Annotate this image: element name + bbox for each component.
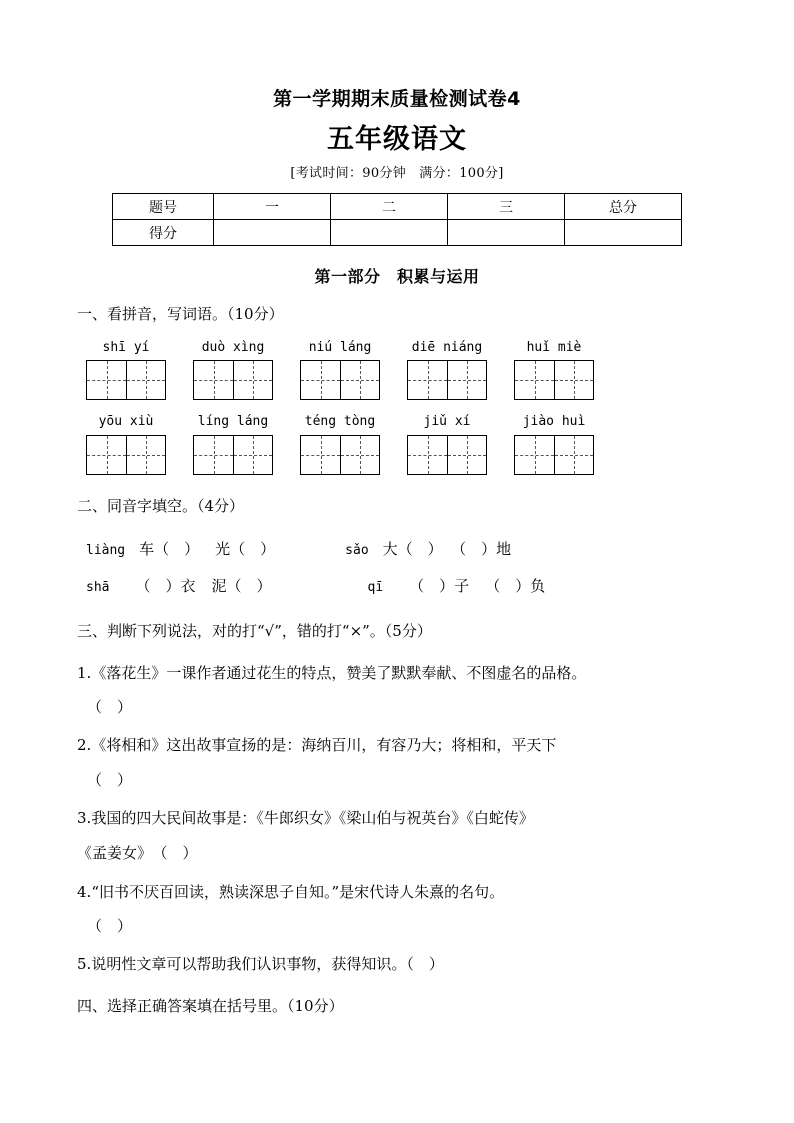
score-table-col-total: 总分 bbox=[565, 194, 682, 220]
tianzige-grid[interactable] bbox=[86, 360, 166, 400]
score-table-row-label: 题号 bbox=[113, 194, 214, 220]
tianzige-cell[interactable] bbox=[126, 361, 165, 399]
tianzige-grid[interactable] bbox=[86, 435, 166, 475]
homophone-blank[interactable]: 大（ ） bbox=[382, 540, 443, 559]
list-item-continuation bbox=[77, 830, 737, 865]
pinyin-label: diē niáng bbox=[411, 339, 483, 355]
homophone-group-left bbox=[86, 539, 275, 560]
judgement-number: 2. bbox=[77, 736, 92, 755]
tianzige-cell[interactable] bbox=[554, 361, 593, 399]
score-cell-3[interactable] bbox=[448, 220, 565, 246]
tianzige-grid[interactable] bbox=[514, 435, 594, 475]
pinyin-label: shī yí bbox=[102, 339, 150, 355]
pinyin-label: téng tòng bbox=[304, 414, 376, 430]
homophone-blank[interactable]: （ ）子 bbox=[409, 577, 470, 596]
score-cell-1[interactable] bbox=[214, 220, 331, 246]
judgement-text-line2: 《孟姜女》 bbox=[77, 843, 153, 862]
tianzige-cell[interactable] bbox=[554, 436, 593, 474]
tianzige-cell[interactable] bbox=[447, 361, 486, 399]
homophone-group-right bbox=[275, 539, 511, 560]
homophone-items bbox=[125, 539, 275, 560]
pinyin-label: duò xìng bbox=[201, 339, 265, 355]
tianzige-cell[interactable] bbox=[126, 436, 165, 474]
homophone-items bbox=[383, 576, 545, 597]
score-table-col-2: 二 bbox=[331, 194, 448, 220]
tianzige-grid[interactable] bbox=[193, 360, 273, 400]
judgement-number: 3. bbox=[77, 808, 92, 827]
judgement-text: “旧书不厌百回读，熟读深思子自知。”是宋代诗人朱熹的名句。 bbox=[91, 883, 505, 902]
tianzige-grid[interactable] bbox=[407, 360, 487, 400]
judgement-text: 我国的四大民间故事是：《牛郎织女》《梁山伯与祝英台》《白蛇传》 bbox=[91, 808, 534, 827]
pinyin-syllable: shā bbox=[86, 580, 110, 596]
judgement-answer-blank[interactable]: （ ） bbox=[160, 843, 198, 862]
judgement-text: 《将相和》这出故事宣扬的是：海纳百川，有容乃大；将相和，平天下 bbox=[91, 736, 557, 755]
tianzige-cell[interactable] bbox=[408, 436, 447, 474]
tianzige-row-1 bbox=[77, 355, 717, 400]
tianzige-cell[interactable] bbox=[233, 436, 272, 474]
list-item bbox=[77, 646, 737, 685]
homophone-blank[interactable]: （ ）衣 bbox=[135, 577, 196, 596]
homophone-blank[interactable]: （ ）负 bbox=[485, 577, 546, 596]
score-table bbox=[112, 193, 682, 246]
judgement-text[interactable]: 说明性文章可以帮助我们认识事物，获得知识。（ ） bbox=[91, 955, 444, 974]
homophone-blank[interactable]: （ ）地 bbox=[458, 540, 512, 559]
judgement-number: 4. bbox=[77, 883, 92, 902]
pinyin-row-2 bbox=[77, 400, 717, 430]
pinyin-syllable: qī bbox=[367, 580, 384, 596]
judgement-number: 5. bbox=[77, 955, 92, 974]
list-item bbox=[77, 718, 737, 757]
pinyin-row-1 bbox=[77, 340, 717, 356]
pinyin-label: huǐ miè bbox=[526, 339, 582, 355]
list-item bbox=[77, 791, 737, 830]
pinyin-label: jiǔ xí bbox=[423, 414, 471, 430]
pinyin-label: yōu xiù bbox=[98, 414, 154, 430]
tianzige-grid[interactable] bbox=[407, 435, 487, 475]
section-two-heading: 二、同音字填空。（4分） bbox=[77, 496, 245, 515]
homophone-blank[interactable]: 泥（ ） bbox=[211, 577, 272, 596]
tianzige-cell[interactable] bbox=[301, 436, 340, 474]
subject-title: 五年级语文 bbox=[327, 123, 467, 155]
homophone-blank[interactable]: 光（ ） bbox=[215, 540, 276, 559]
tianzige-cell[interactable] bbox=[515, 361, 554, 399]
tianzige-grid[interactable] bbox=[514, 360, 594, 400]
judgement-block bbox=[77, 642, 717, 977]
judgement-answer-blank[interactable]: （ ） bbox=[87, 917, 133, 936]
tianzige-grid[interactable] bbox=[300, 435, 380, 475]
section-four-heading: 四、选择正确答案填在括号里。（10分） bbox=[77, 996, 344, 1015]
score-cell-total[interactable] bbox=[565, 220, 682, 246]
tianzige-cell[interactable] bbox=[340, 361, 379, 399]
tianzige-cell[interactable] bbox=[233, 361, 272, 399]
homophone-row-2 bbox=[77, 560, 717, 597]
judgement-answer-blank[interactable]: （ ） bbox=[87, 770, 133, 789]
homophone-group-right bbox=[272, 576, 546, 597]
homophone-fill-block bbox=[77, 517, 717, 597]
score-table-container bbox=[77, 183, 717, 246]
list-item bbox=[77, 865, 737, 904]
tianzige-row-2 bbox=[77, 430, 717, 475]
tianzige-cell[interactable] bbox=[87, 436, 126, 474]
tianzige-cell[interactable] bbox=[87, 361, 126, 399]
pinyin-syllable: sǎo bbox=[345, 543, 369, 559]
homophone-blank[interactable]: 车（ ） bbox=[139, 540, 200, 559]
score-table-col-3: 三 bbox=[448, 194, 565, 220]
tianzige-cell[interactable] bbox=[447, 436, 486, 474]
tianzige-grid[interactable] bbox=[300, 360, 380, 400]
pinyin-syllable: liàng bbox=[86, 543, 126, 559]
tianzige-cell[interactable] bbox=[194, 436, 233, 474]
score-table-col-1: 一 bbox=[214, 194, 331, 220]
tianzige-cell[interactable] bbox=[340, 436, 379, 474]
part-one-heading: 第一部分 积累与运用 bbox=[314, 267, 480, 287]
pinyin-label: líng láng bbox=[197, 414, 269, 430]
tianzige-cell[interactable] bbox=[301, 361, 340, 399]
score-cell-2[interactable] bbox=[331, 220, 448, 246]
judgement-number: 1. bbox=[77, 664, 92, 683]
section-one-heading: 一、看拼音，写词语。（10分） bbox=[77, 305, 284, 324]
pinyin-writing-block bbox=[77, 326, 717, 475]
page-title: 第一学期期末质量检测试卷4 bbox=[273, 88, 521, 110]
homophone-row-1 bbox=[77, 523, 717, 560]
section-three-heading: 三、判断下列说法，对的打“√”，错的打“×”。（5分） bbox=[77, 621, 432, 640]
table-row-question-numbers bbox=[113, 194, 682, 220]
judgement-text: 《落花生》一课作者通过花生的特点，赞美了默默奉献、不图虚名的品格。 bbox=[91, 664, 587, 683]
tianzige-cell[interactable] bbox=[194, 361, 233, 399]
tianzige-cell[interactable] bbox=[408, 361, 447, 399]
list-item bbox=[77, 937, 737, 976]
homophone-group-left bbox=[86, 576, 272, 597]
table-row-scores bbox=[113, 220, 682, 246]
pinyin-label: jiào huì bbox=[522, 414, 586, 430]
homophone-items bbox=[369, 539, 512, 560]
homophone-items bbox=[109, 576, 271, 597]
score-table-row-label-score: 得分 bbox=[113, 220, 214, 246]
pinyin-label: niú láng bbox=[308, 339, 372, 355]
tianzige-grid[interactable] bbox=[193, 435, 273, 475]
exam-meta: [考试时间：90分钟 满分：100分] bbox=[290, 166, 504, 182]
judgement-answer-blank[interactable]: （ ） bbox=[87, 698, 133, 717]
tianzige-cell[interactable] bbox=[515, 436, 554, 474]
